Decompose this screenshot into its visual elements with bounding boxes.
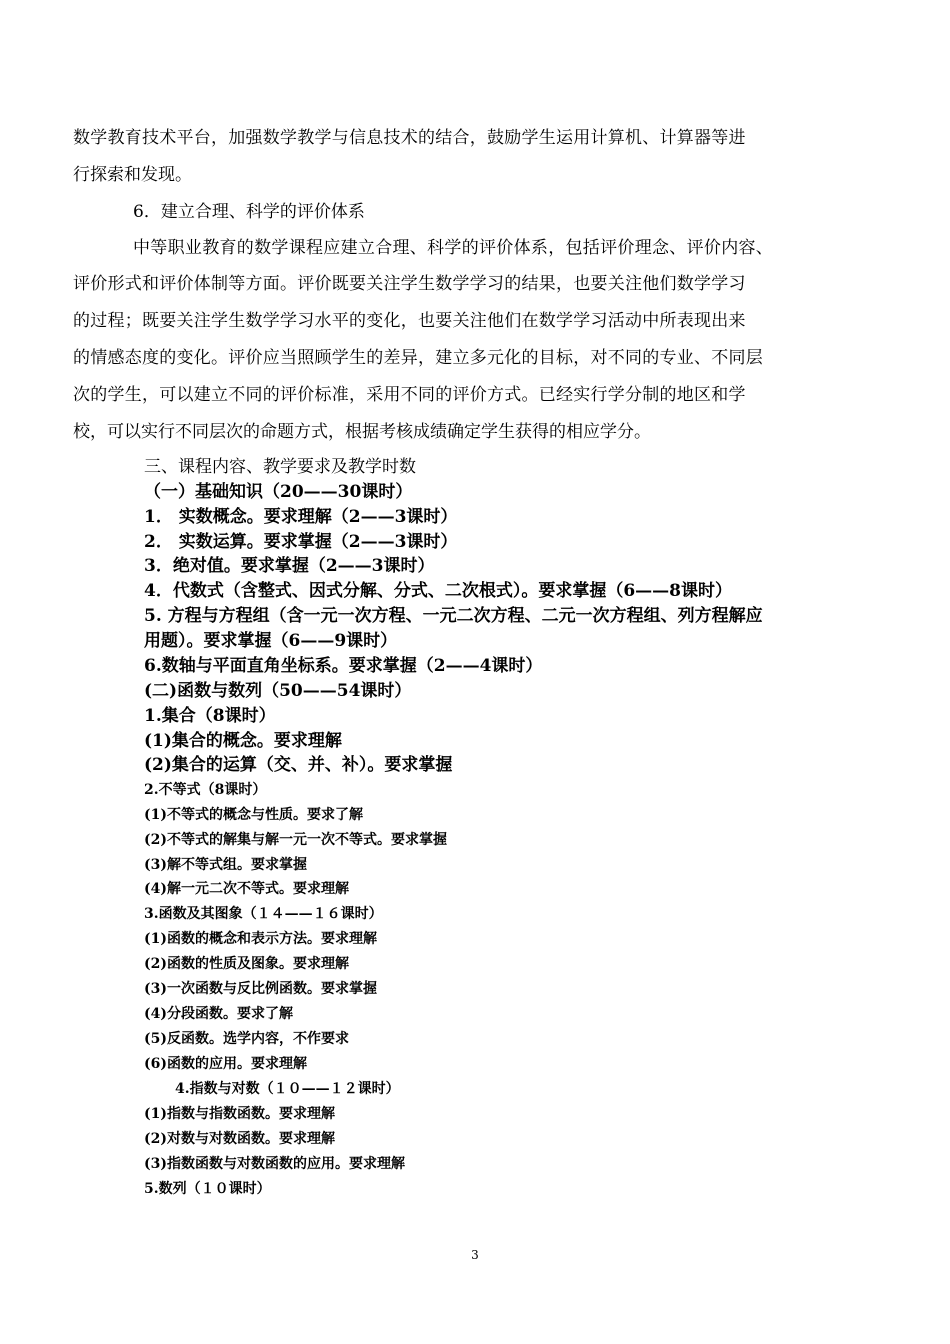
paragraph-line: 中等职业教育的数学课程应建立合理、科学的评价体系，包括评价理念、评价内容、 — [133, 238, 774, 258]
page-number: 3 — [471, 1248, 479, 1262]
outline-item: (2)集合的运算（交、并、补）。要求掌握 — [144, 755, 453, 775]
outline-item: 5.数列（１０课时） — [144, 1181, 271, 1197]
paragraph-line: 的情感态度的变化。评价应当照顾学生的差异，建立多元化的目标，对不同的专业、不同层 — [73, 348, 763, 368]
paragraph-line: 行探索和发现。 — [73, 165, 192, 185]
paragraph-line: 的过程；既要关注学生数学学习水平的变化，也要关注他们在数学学习活动中所表现出来 — [73, 311, 746, 331]
outline-item: 5. 方程与方程组（含一元一次方程、一元二次方程、二元一次方程组、列方程解应 — [144, 606, 763, 626]
paragraph-line: 校，可以实行不同层次的命题方式，根据考核成绩确定学生获得的相应学分。 — [73, 422, 651, 442]
outline-item: (1)函数的概念和表示方法。要求理解 — [144, 931, 377, 947]
outline-item: 1． 实数概念。要求理解（2——3课时） — [144, 507, 458, 527]
outline-item: 4．代数式（含整式、因式分解、分式、二次根式）。要求掌握（6——8课时） — [144, 581, 732, 601]
outline-item: (2)函数的性质及图象。要求理解 — [144, 956, 349, 972]
outline-item: (1)不等式的概念与性质。要求了解 — [144, 807, 363, 823]
outline-item: (3)一次函数与反比例函数。要求掌握 — [144, 981, 377, 997]
section-heading: 6．建立合理、科学的评价体系 — [133, 202, 365, 222]
outline-item: (1)集合的概念。要求理解 — [144, 731, 342, 751]
paragraph-line: 次的学生，可以建立不同的评价标准，采用不同的评价方式。已经实行学分制的地区和学 — [73, 385, 746, 405]
outline-item: 用题）。要求掌握（6——9课时） — [144, 631, 398, 651]
outline-item: 3．绝对值。要求掌握（2——3课时） — [144, 556, 435, 576]
outline-item: （一）基础知识（20——30课时） — [144, 482, 413, 502]
outline-item: (二)函数与数列（50——54课时） — [144, 681, 412, 701]
outline-item: (3)指数函数与对数函数的应用。要求理解 — [144, 1156, 405, 1172]
outline-item: (4)分段函数。要求了解 — [144, 1006, 293, 1022]
outline-item: 4.指数与对数（１０——１２课时） — [175, 1081, 400, 1097]
outline-item: (6)函数的应用。要求理解 — [144, 1056, 307, 1072]
outline-item: (5)反函数。选学内容，不作要求 — [144, 1031, 349, 1047]
outline-item: 3.函数及其图象（１４——１６课时） — [144, 906, 383, 922]
paragraph-line: 数学教育技术平台，加强数学教学与信息技术的结合，鼓励学生运用计算机、计算器等进 — [73, 128, 746, 148]
paragraph-line: 评价形式和评价体制等方面。评价既要关注学生数学学习的结果，也要关注他们数学学习 — [73, 274, 746, 294]
outline-item: 1.集合（8课时） — [144, 706, 276, 726]
outline-item: (2)对数与对数函数。要求理解 — [144, 1131, 335, 1147]
outline-item: (1)指数与指数函数。要求理解 — [144, 1106, 335, 1122]
outline-item: (3)解不等式组。要求掌握 — [144, 857, 307, 873]
outline-item: (4)解一元二次不等式。要求理解 — [144, 881, 349, 897]
outline-item: 2.不等式（8课时） — [144, 782, 267, 798]
outline-heading: 三、课程内容、教学要求及教学时数 — [144, 457, 416, 477]
outline-item: 6.数轴与平面直角坐标系。要求掌握（2——4课时） — [144, 656, 543, 676]
outline-item: 2． 实数运算。要求掌握（2——3课时） — [144, 532, 458, 552]
outline-item: (2)不等式的解集与解一元一次不等式。要求掌握 — [144, 832, 447, 848]
